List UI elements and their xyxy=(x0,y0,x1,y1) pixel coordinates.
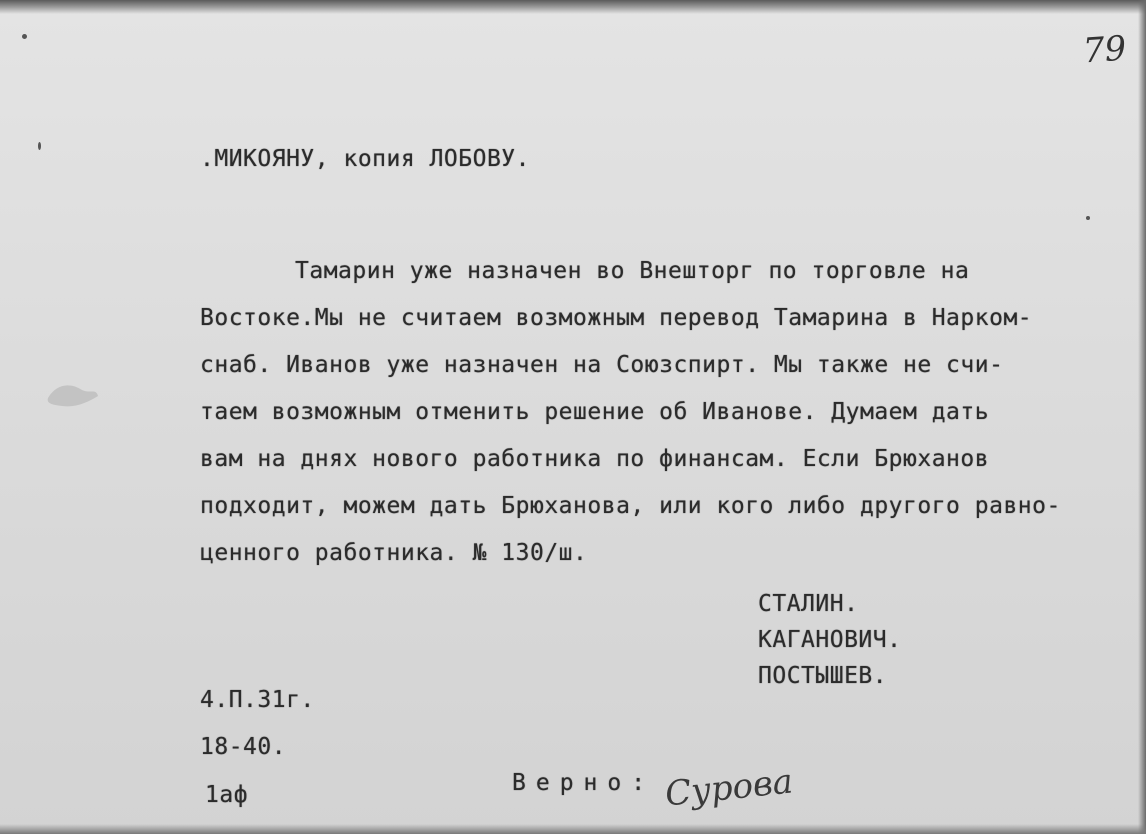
scan-edge-right xyxy=(1138,0,1146,834)
document-date: 4.П.31г. xyxy=(200,687,315,713)
page-number: 79 xyxy=(1081,28,1128,72)
signatory-name: ПОСТЫШЕВ. xyxy=(758,663,888,689)
handwritten-signature: Сурова xyxy=(663,761,795,815)
body-line: ценного работника. № 130/ш. xyxy=(200,540,588,566)
ink-smudge xyxy=(42,378,100,414)
scan-edge-top xyxy=(0,0,1146,14)
body-line: Востоке.Мы не считаем возможным перевод Тамарина в Нарком- xyxy=(200,305,1033,331)
document-code: 1аф xyxy=(205,782,249,808)
scan-edge-bottom xyxy=(0,824,1146,834)
verno-label: Верно: xyxy=(512,770,656,796)
addressee-line: .МИКОЯНУ, копия ЛОБОВУ. xyxy=(200,146,530,172)
body-line: таем возможным отменить решение об Иванове. Думаем дать xyxy=(200,399,990,425)
body-line: подходит, можем дать Брюханова, или кого либо другого равно- xyxy=(200,493,1061,519)
ink-speck xyxy=(38,142,41,150)
document-time: 18-40. xyxy=(200,734,287,760)
ink-speck xyxy=(22,34,27,39)
message-body xyxy=(200,248,1105,577)
body-line: Тамарин уже назначен во Внешторг по торговле на xyxy=(295,258,970,284)
ink-speck xyxy=(1086,216,1090,220)
body-line: вам на днях нового работника по финансам. Если Брюханов xyxy=(200,446,990,472)
signatory-name: КАГАНОВИЧ. xyxy=(758,627,902,653)
body-line: снаб. Иванов уже назначен на Союзспирт. Мы также не счи- xyxy=(200,352,1004,378)
signatory-name: СТАЛИН. xyxy=(758,591,859,617)
